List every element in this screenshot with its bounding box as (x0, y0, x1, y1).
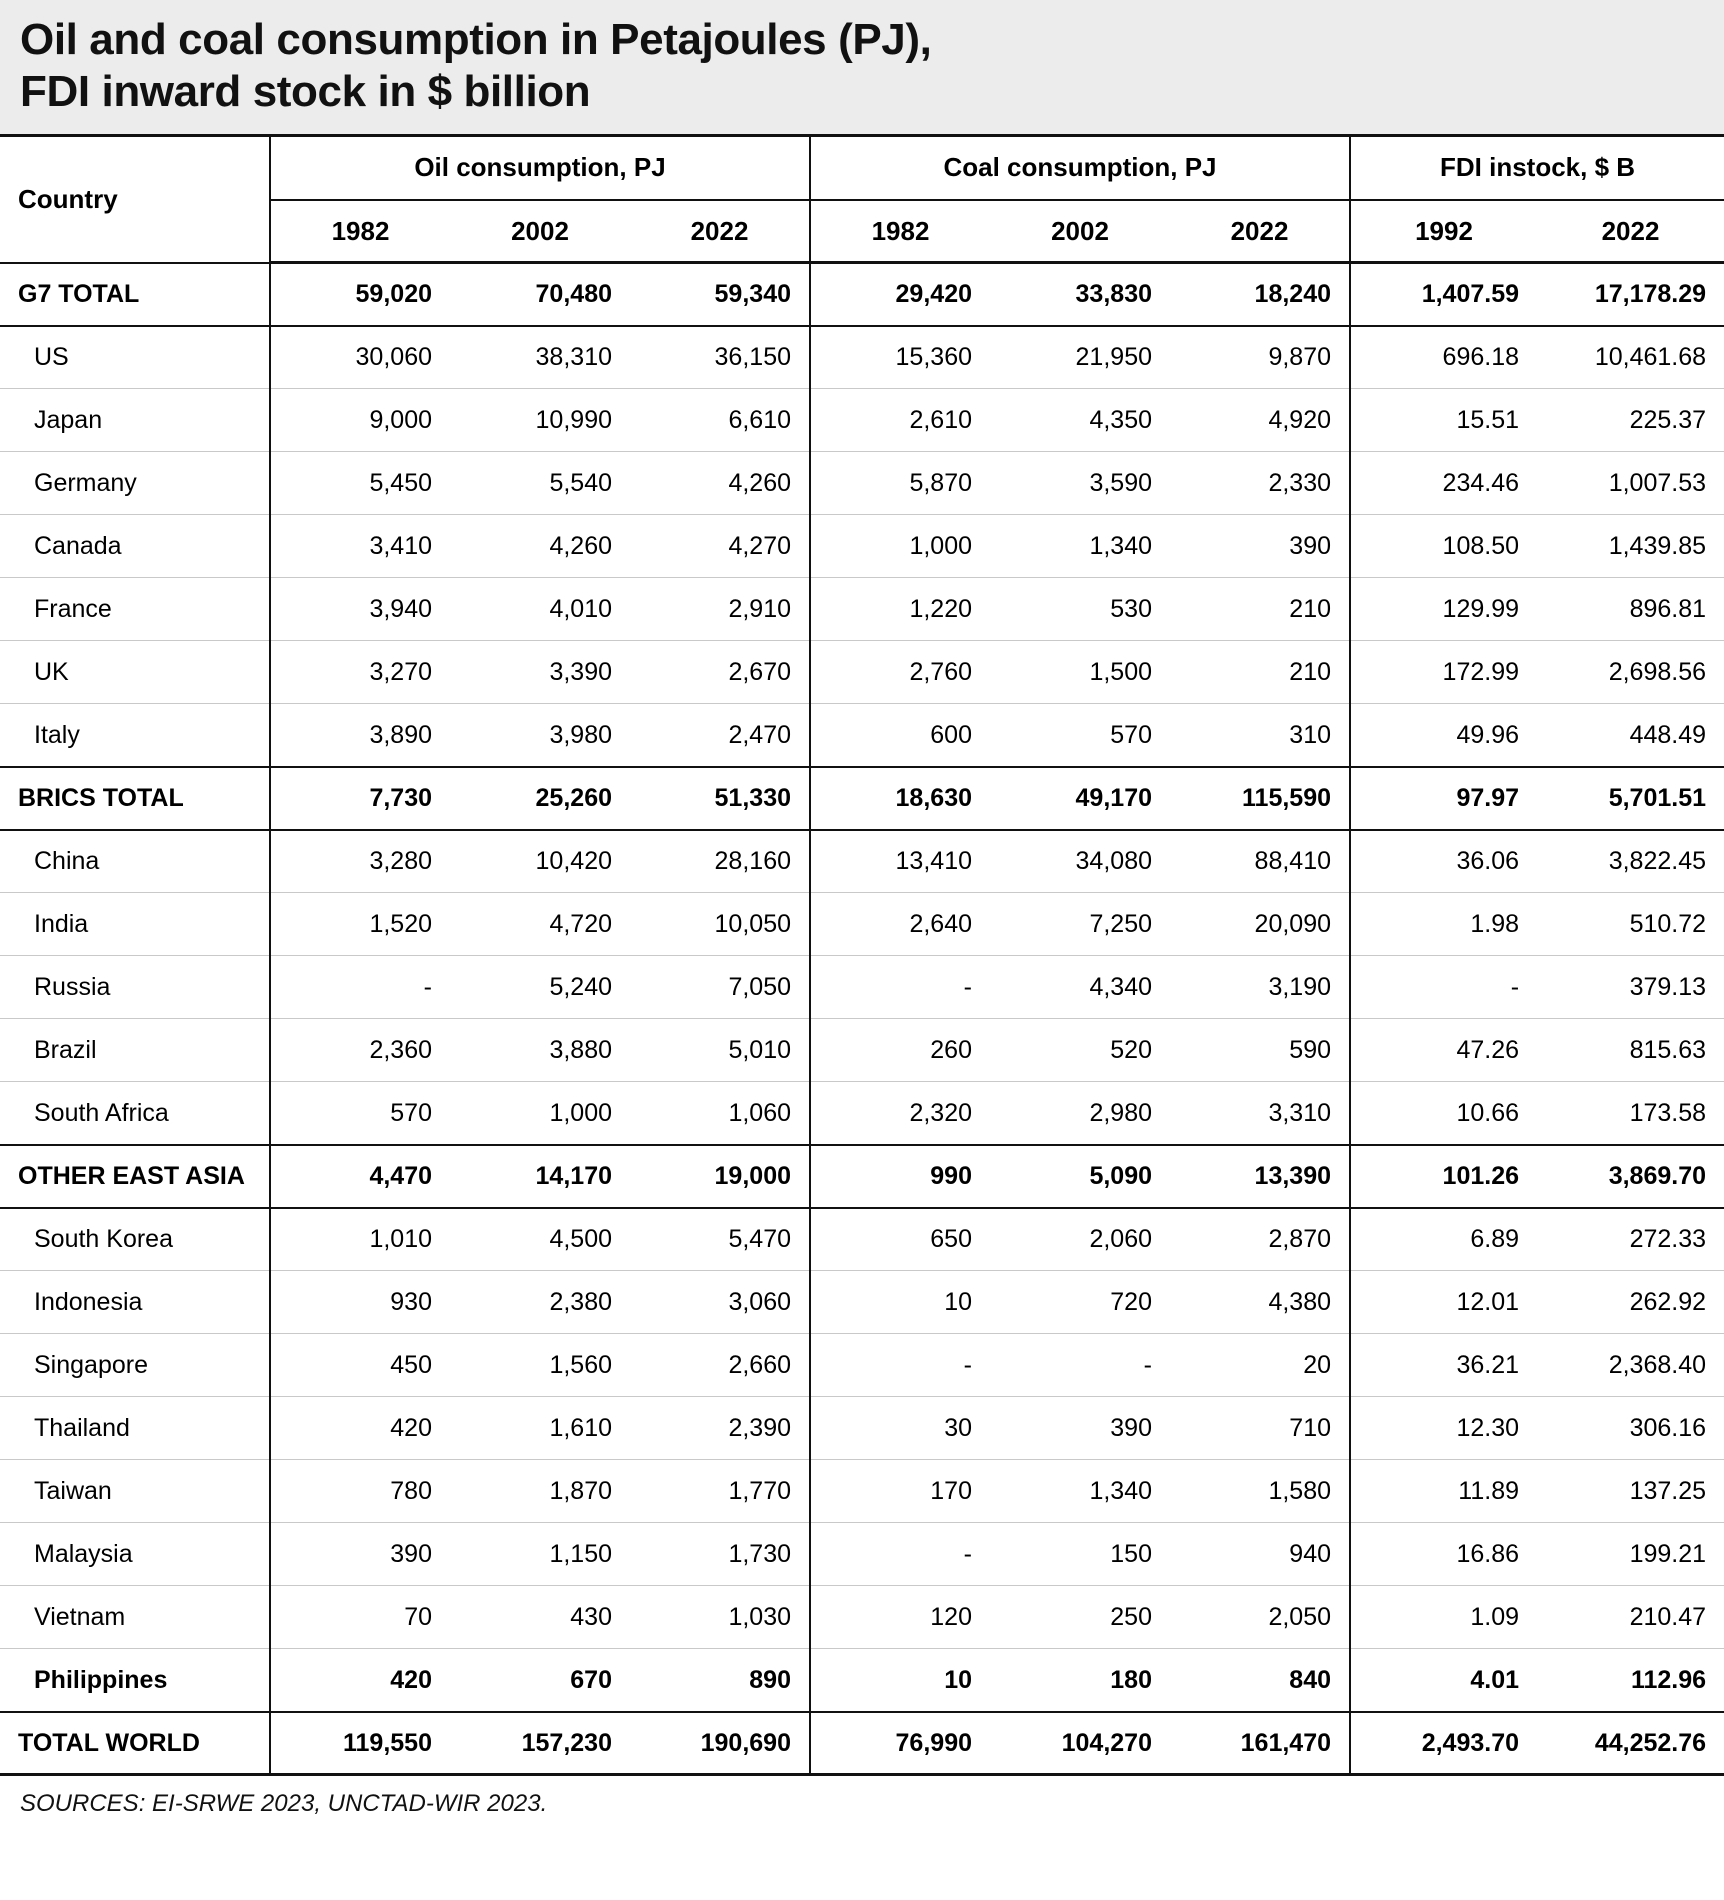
cell-value: 1,030 (630, 1586, 810, 1649)
cell-value: 70,480 (450, 263, 630, 326)
cell-value: 2,368.40 (1537, 1334, 1724, 1397)
table-row (0, 1586, 1724, 1649)
sources-note: SOURCES: EI-SRWE 2023, UNCTAD-WIR 2023. (20, 1790, 548, 1818)
cell-value: 28,160 (630, 830, 810, 893)
cell-value: 570 (990, 704, 1170, 767)
cell-value: 38,310 (450, 326, 630, 389)
cell-value: 4,260 (450, 515, 630, 578)
column-header-coal-1982: 1982 (810, 200, 990, 263)
cell-value: 20,090 (1170, 893, 1350, 956)
cell-value: 210.47 (1537, 1586, 1724, 1649)
cell-value: 1,500 (990, 641, 1170, 704)
cell-value: 4,470 (270, 1145, 450, 1208)
row-label: Brazil (0, 1019, 270, 1082)
cell-value: 710 (1170, 1397, 1350, 1460)
cell-value: 1,340 (990, 515, 1170, 578)
cell-value: 1,610 (450, 1397, 630, 1460)
cell-value: 18,240 (1170, 263, 1350, 326)
cell-value: 2,060 (990, 1208, 1170, 1271)
cell-value: 33,830 (990, 263, 1170, 326)
cell-value: 260 (810, 1019, 990, 1082)
row-label: Canada (0, 515, 270, 578)
cell-value: 13,410 (810, 830, 990, 893)
row-label: Philippines (0, 1649, 270, 1712)
cell-value: 1,220 (810, 578, 990, 641)
cell-value: 2,380 (450, 1271, 630, 1334)
row-label: BRICS TOTAL (0, 767, 270, 830)
cell-value: 97.97 (1350, 767, 1537, 830)
table-row (0, 1019, 1724, 1082)
cell-value: 76,990 (810, 1712, 990, 1775)
row-label: OTHER EAST ASIA (0, 1145, 270, 1208)
cell-value: 3,280 (270, 830, 450, 893)
cell-value: 3,270 (270, 641, 450, 704)
cell-value: 5,540 (450, 452, 630, 515)
cell-value: 210 (1170, 578, 1350, 641)
cell-value: 2,670 (630, 641, 810, 704)
cell-value: 36.06 (1350, 830, 1537, 893)
row-label: South Africa (0, 1082, 270, 1145)
cell-value: 4.01 (1350, 1649, 1537, 1712)
cell-value: 520 (990, 1019, 1170, 1082)
cell-value: 1,150 (450, 1523, 630, 1586)
cell-value: 430 (450, 1586, 630, 1649)
cell-value: 173.58 (1537, 1082, 1724, 1145)
cell-value: 5,090 (990, 1145, 1170, 1208)
cell-value: 5,470 (630, 1208, 810, 1271)
cell-value: 225.37 (1537, 389, 1724, 452)
cell-value: 390 (270, 1523, 450, 1586)
table-row (0, 578, 1724, 641)
cell-value: - (1350, 956, 1537, 1019)
cell-value: 120 (810, 1586, 990, 1649)
cell-value: 510.72 (1537, 893, 1724, 956)
cell-value: - (270, 956, 450, 1019)
cell-value: 1.09 (1350, 1586, 1537, 1649)
column-header-oil-1982: 1982 (270, 200, 450, 263)
row-label: Italy (0, 704, 270, 767)
row-label: UK (0, 641, 270, 704)
cell-value: 5,870 (810, 452, 990, 515)
cell-value: 3,060 (630, 1271, 810, 1334)
cell-value: 4,270 (630, 515, 810, 578)
cell-value: 1,060 (630, 1082, 810, 1145)
table-header (0, 137, 1724, 263)
column-header-coal-2002: 2002 (990, 200, 1170, 263)
cell-value: 10,420 (450, 830, 630, 893)
cell-value: 25,260 (450, 767, 630, 830)
cell-value: 47.26 (1350, 1019, 1537, 1082)
cell-value: 3,190 (1170, 956, 1350, 1019)
cell-value: 20 (1170, 1334, 1350, 1397)
cell-value: 2,330 (1170, 452, 1350, 515)
table-row (0, 704, 1724, 767)
cell-value: 3,410 (270, 515, 450, 578)
cell-value: 2,360 (270, 1019, 450, 1082)
table-row (0, 1271, 1724, 1334)
cell-value: 5,010 (630, 1019, 810, 1082)
cell-value: 390 (1170, 515, 1350, 578)
cell-value: 4,500 (450, 1208, 630, 1271)
cell-value: - (810, 1523, 990, 1586)
column-header-fdi-2022: 2022 (1537, 200, 1724, 263)
cell-value: 3,890 (270, 704, 450, 767)
data-table (0, 137, 1724, 1777)
cell-value: 51,330 (630, 767, 810, 830)
cell-value: 10,990 (450, 389, 630, 452)
cell-value: 5,450 (270, 452, 450, 515)
cell-value: 9,000 (270, 389, 450, 452)
cell-value: 115,590 (1170, 767, 1350, 830)
cell-value: 2,493.70 (1350, 1712, 1537, 1775)
cell-value: 896.81 (1537, 578, 1724, 641)
row-label: Thailand (0, 1397, 270, 1460)
cell-value: 18,630 (810, 767, 990, 830)
cell-value: 379.13 (1537, 956, 1724, 1019)
column-group-fdi: FDI instock, $ B (1350, 137, 1724, 200)
cell-value: 112.96 (1537, 1649, 1724, 1712)
cell-value: 2,640 (810, 893, 990, 956)
table-row (0, 452, 1724, 515)
cell-value: - (810, 956, 990, 1019)
cell-value: 696.18 (1350, 326, 1537, 389)
cell-value: 6.89 (1350, 1208, 1537, 1271)
cell-value: 600 (810, 704, 990, 767)
cell-value: 44,252.76 (1537, 1712, 1724, 1775)
cell-value: 234.46 (1350, 452, 1537, 515)
cell-value: 780 (270, 1460, 450, 1523)
row-label: China (0, 830, 270, 893)
cell-value: 420 (270, 1649, 450, 1712)
cell-value: 15.51 (1350, 389, 1537, 452)
cell-value: 7,250 (990, 893, 1170, 956)
cell-value: 12.30 (1350, 1397, 1537, 1460)
cell-value: 3,310 (1170, 1082, 1350, 1145)
cell-value: 172.99 (1350, 641, 1537, 704)
cell-value: 88,410 (1170, 830, 1350, 893)
cell-value: 10,461.68 (1537, 326, 1724, 389)
cell-value: 3,869.70 (1537, 1145, 1724, 1208)
cell-value: 190,690 (630, 1712, 810, 1775)
cell-value: 104,270 (990, 1712, 1170, 1775)
cell-value: 420 (270, 1397, 450, 1460)
column-group-oil: Oil consumption, PJ (270, 137, 810, 200)
cell-value: 12.01 (1350, 1271, 1537, 1334)
cell-value: 10 (810, 1649, 990, 1712)
cell-value: 570 (270, 1082, 450, 1145)
cell-value: 137.25 (1537, 1460, 1724, 1523)
cell-value: 3,822.45 (1537, 830, 1724, 893)
title-block (0, 0, 1724, 137)
cell-value: 30,060 (270, 326, 450, 389)
cell-value: 2,610 (810, 389, 990, 452)
cell-value: 19,000 (630, 1145, 810, 1208)
cell-value: 815.63 (1537, 1019, 1724, 1082)
table-row (0, 830, 1724, 893)
header-row-groups (0, 137, 1724, 200)
table-row (0, 641, 1724, 704)
cell-value: 1,000 (810, 515, 990, 578)
cell-value: 170 (810, 1460, 990, 1523)
cell-value: - (810, 1334, 990, 1397)
row-label: Malaysia (0, 1523, 270, 1586)
cell-value: 9,870 (1170, 326, 1350, 389)
cell-value: 70 (270, 1586, 450, 1649)
cell-value: 3,390 (450, 641, 630, 704)
table-row (0, 1649, 1724, 1712)
cell-value: 10 (810, 1271, 990, 1334)
cell-value: 1,730 (630, 1523, 810, 1586)
cell-value: 2,910 (630, 578, 810, 641)
column-header-oil-2002: 2002 (450, 200, 630, 263)
table-row (0, 515, 1724, 578)
cell-value: 2,698.56 (1537, 641, 1724, 704)
cell-value: 34,080 (990, 830, 1170, 893)
cell-value: 940 (1170, 1523, 1350, 1586)
cell-value: 4,010 (450, 578, 630, 641)
cell-value: 15,360 (810, 326, 990, 389)
row-label: Russia (0, 956, 270, 1019)
cell-value: 4,380 (1170, 1271, 1350, 1334)
cell-value: 210 (1170, 641, 1350, 704)
cell-value: 17,178.29 (1537, 263, 1724, 326)
table-row (0, 1523, 1724, 1586)
cell-value: 16.86 (1350, 1523, 1537, 1586)
cell-value: 310 (1170, 704, 1350, 767)
table-row (0, 1082, 1724, 1145)
cell-value: 5,240 (450, 956, 630, 1019)
cell-value: 49.96 (1350, 704, 1537, 767)
cell-value: 930 (270, 1271, 450, 1334)
cell-value: 2,980 (990, 1082, 1170, 1145)
cell-value: 720 (990, 1271, 1170, 1334)
column-header-coal-2022: 2022 (1170, 200, 1350, 263)
cell-value: 1,560 (450, 1334, 630, 1397)
cell-value: 101.26 (1350, 1145, 1537, 1208)
cell-value: 199.21 (1537, 1523, 1724, 1586)
cell-value: 590 (1170, 1019, 1350, 1082)
cell-value: 13,390 (1170, 1145, 1350, 1208)
cell-value: 5,701.51 (1537, 767, 1724, 830)
cell-value: 1,870 (450, 1460, 630, 1523)
cell-value: 1,000 (450, 1082, 630, 1145)
row-label: G7 TOTAL (0, 263, 270, 326)
cell-value: 3,880 (450, 1019, 630, 1082)
cell-value: 890 (630, 1649, 810, 1712)
table-row (0, 1145, 1724, 1208)
cell-value: 272.33 (1537, 1208, 1724, 1271)
cell-value: 108.50 (1350, 515, 1537, 578)
table-row (0, 1334, 1724, 1397)
cell-value: 6,610 (630, 389, 810, 452)
cell-value: 29,420 (810, 263, 990, 326)
row-label: Indonesia (0, 1271, 270, 1334)
cell-value: 450 (270, 1334, 450, 1397)
cell-value: 1,580 (1170, 1460, 1350, 1523)
row-label: India (0, 893, 270, 956)
row-label: TOTAL WORLD (0, 1712, 270, 1775)
cell-value: 7,050 (630, 956, 810, 1019)
cell-value: 2,050 (1170, 1586, 1350, 1649)
row-label: Vietnam (0, 1586, 270, 1649)
cell-value: 1,010 (270, 1208, 450, 1271)
cell-value: 180 (990, 1649, 1170, 1712)
cell-value: 390 (990, 1397, 1170, 1460)
cell-value: 4,920 (1170, 389, 1350, 452)
cell-value: 59,020 (270, 263, 450, 326)
cell-value: 36,150 (630, 326, 810, 389)
cell-value: 4,260 (630, 452, 810, 515)
table-row (0, 767, 1724, 830)
cell-value: 2,870 (1170, 1208, 1350, 1271)
cell-value: 530 (990, 578, 1170, 641)
cell-value: 49,170 (990, 767, 1170, 830)
cell-value: 1,520 (270, 893, 450, 956)
row-label: South Korea (0, 1208, 270, 1271)
row-label: Singapore (0, 1334, 270, 1397)
cell-value: 129.99 (1350, 578, 1537, 641)
cell-value: 4,720 (450, 893, 630, 956)
row-label: Taiwan (0, 1460, 270, 1523)
page-title-line-1: Oil and coal consumption in Petajoules (PJ), (20, 15, 932, 64)
cell-value: 7,730 (270, 767, 450, 830)
page-title-line-2: FDI inward stock in $ billion (20, 66, 591, 116)
cell-value: 119,550 (270, 1712, 450, 1775)
cell-value: 1,340 (990, 1460, 1170, 1523)
cell-value: 4,350 (990, 389, 1170, 452)
cell-value: 2,660 (630, 1334, 810, 1397)
table-row (0, 263, 1724, 326)
cell-value: 3,590 (990, 452, 1170, 515)
cell-value: 670 (450, 1649, 630, 1712)
cell-value: 36.21 (1350, 1334, 1537, 1397)
cell-value: 250 (990, 1586, 1170, 1649)
cell-value: 21,950 (990, 326, 1170, 389)
table-row (0, 326, 1724, 389)
column-header-oil-2022: 2022 (630, 200, 810, 263)
table-row (0, 1460, 1724, 1523)
cell-value: - (990, 1334, 1170, 1397)
cell-value: 161,470 (1170, 1712, 1350, 1775)
cell-value: 990 (810, 1145, 990, 1208)
table-row (0, 1712, 1724, 1775)
cell-value: 448.49 (1537, 704, 1724, 767)
cell-value: 2,470 (630, 704, 810, 767)
cell-value: 2,320 (810, 1082, 990, 1145)
cell-value: 11.89 (1350, 1460, 1537, 1523)
column-header-fdi-1992: 1992 (1350, 200, 1537, 263)
table-body (0, 263, 1724, 1775)
table-row (0, 956, 1724, 1019)
cell-value: 1,007.53 (1537, 452, 1724, 515)
cell-value: 650 (810, 1208, 990, 1271)
cell-value: 306.16 (1537, 1397, 1724, 1460)
cell-value: 1.98 (1350, 893, 1537, 956)
cell-value: 14,170 (450, 1145, 630, 1208)
cell-value: 2,390 (630, 1397, 810, 1460)
cell-value: 150 (990, 1523, 1170, 1586)
cell-value: 1,439.85 (1537, 515, 1724, 578)
cell-value: 3,980 (450, 704, 630, 767)
cell-value: 4,340 (990, 956, 1170, 1019)
column-group-coal: Coal consumption, PJ (810, 137, 1350, 200)
table-row (0, 1208, 1724, 1271)
cell-value: 1,770 (630, 1460, 810, 1523)
row-label: France (0, 578, 270, 641)
row-label: Japan (0, 389, 270, 452)
cell-value: 262.92 (1537, 1271, 1724, 1334)
table-row (0, 893, 1724, 956)
cell-value: 3,940 (270, 578, 450, 641)
table-row (0, 1397, 1724, 1460)
table-row (0, 389, 1724, 452)
row-label: US (0, 326, 270, 389)
cell-value: 1,407.59 (1350, 263, 1537, 326)
cell-value: 30 (810, 1397, 990, 1460)
cell-value: 840 (1170, 1649, 1350, 1712)
cell-value: 59,340 (630, 263, 810, 326)
cell-value: 157,230 (450, 1712, 630, 1775)
column-header-country: Country (0, 137, 270, 263)
row-label: Germany (0, 452, 270, 515)
cell-value: 10.66 (1350, 1082, 1537, 1145)
cell-value: 2,760 (810, 641, 990, 704)
cell-value: 10,050 (630, 893, 810, 956)
